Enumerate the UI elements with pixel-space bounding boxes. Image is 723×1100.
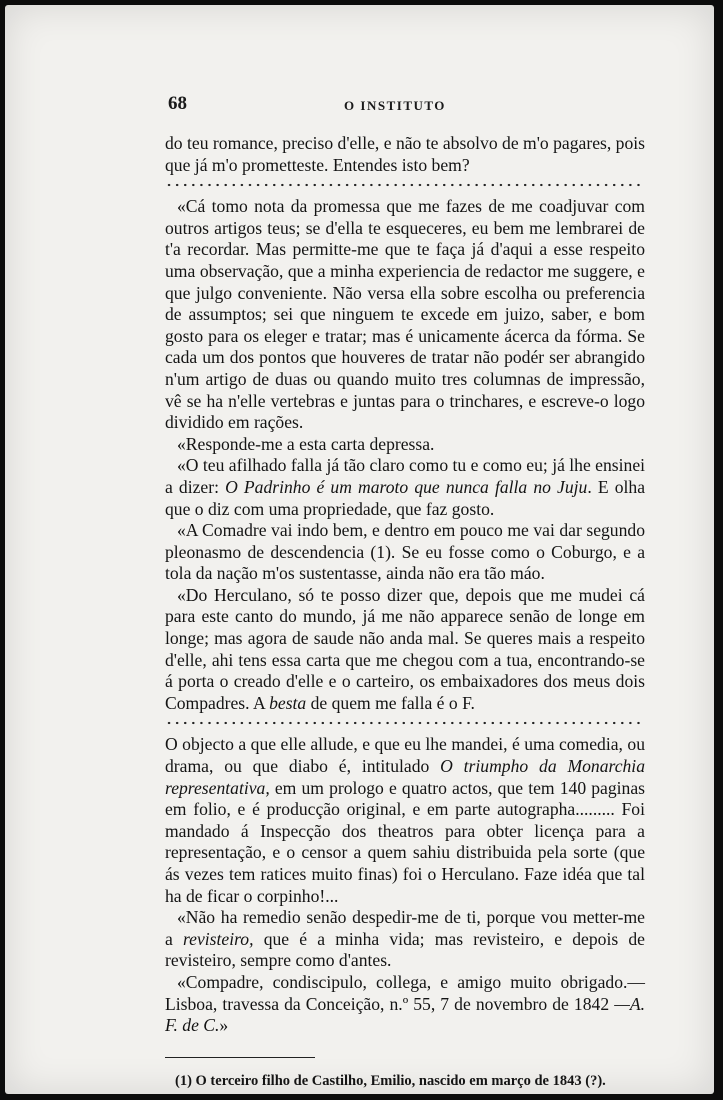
paragraph-8-text-a: «Não ha remedio senão despedir-me de ti, porque vou metter-me a <box>165 907 645 949</box>
page-header <box>160 93 630 116</box>
paragraph-7-italic: O triumpho da Monarchia representativa, <box>165 756 645 798</box>
paragraph-7-text-c: em um prologo e quatro actos, que tem 140 paginas em folio, e é producção original, e em parte autographa......... Foi mandado á Inspecção dos theatros para obter licença para a representação, e o censor a quem sahiu distribuida pela sorte (que ás vezes tem ratices muito finas) foi o Herculano. Faze idéa que tal ha de ficar o corpinho!... <box>165 777 645 906</box>
paragraph-9 <box>165 972 645 1037</box>
paragraph-8-italic: revisteiro, <box>182 928 254 949</box>
footnote-rule <box>165 1057 315 1058</box>
paragraph-4-text-c: . E olha que o diz com uma propriedade, que faz gosto. <box>165 476 646 519</box>
paragraph-4 <box>165 455 645 520</box>
paragraph-8-text-c: que é a minha vida; mas revisteiro, e depois de revisteiro, sempre como d'antes. <box>165 928 645 971</box>
page-number: 68 <box>168 93 187 114</box>
body-text <box>165 133 645 1090</box>
paragraph-8 <box>165 907 645 972</box>
ellipsis-dot-line <box>165 178 645 192</box>
ellipsis-dot-line <box>165 716 645 730</box>
paragraph-6-text-c: de quem me falla é o F. <box>306 692 475 713</box>
paragraph-3: «Responde-me a esta carta depressa. <box>177 433 435 454</box>
paragraph-5: «A Comadre vai indo bem, e dentro em pouco me vai dar segundo pleonasmo de descendencia (1). Se eu fosse como o Coburgo, e a tola da nação m'os sustentasse, ainda não era tão máo. <box>165 520 645 584</box>
paragraph-6-italic: besta <box>269 692 307 713</box>
paragraph-2: «Cá tomo nota da promessa que me fazes de me coadjuvar com outros artigos teus; se d'ella te esqueceres, eu bem me lembrarei de t'a recordar. Mas permitte-me que te faça já d'aqui a esse respeito uma observação, que a minha experiencia de redactor me suggere, e que julgo conveniente. Não versa ella sobre escolha ou preferencia de assumptos; sei que ninguem te excede em juizo, saber, e bom gosto para os eleger e tratar; mas é unicamente ácerca da fórma. Se cada um dos pontos que houveres de tratar não podér ser abrangido n'um artigo de duas ou quando muito tres columnas de impressão, vê se ha n'elle vertebras e juntas para o trinchares, e escreve-o logo dividido em rações. <box>165 196 645 433</box>
paragraph-9-text-a: «Compadre, condiscipulo, collega, e amigo muito obrigado.— Lisboa, travessa da Conceição, n.º 55, 7 de novembro de 1842 <box>165 971 645 1014</box>
paragraph-6-text-a: «Do Herculano, só te posso dizer que, depois que me mudei cá para este canto do mundo, já me não apparece senão de longe em longe; mas agora de saude não anda mal. Se queres mais a respeito d'elle, ahi tens essa carta que me chegou com a tua, encontrando-se á porta o creado d'elle e o carteiro, os embaixadores dos meus dois Compadres. A <box>165 584 645 713</box>
document-page <box>5 5 714 1094</box>
paragraph-4-text-a: «O teu afilhado falla já tão claro como tu e como eu; já lhe ensinei a dizer: <box>165 455 646 497</box>
paragraph-4-italic: O Padrinho é um maroto que nunca falla no Juju <box>225 476 588 497</box>
running-title: O INSTITUTO <box>344 98 446 113</box>
footnote: (1) O terceiro filho de Castilho, Emilio, nascido em março de 1843 (?). <box>175 1072 606 1089</box>
paragraph-1: do teu romance, preciso d'elle, e não te absolvo de m'o pagares, pois que já m'o prometteste. Entendes isto bem? <box>165 133 645 175</box>
paragraph-7 <box>165 734 645 907</box>
paragraph-7-text-a: O objecto a que elle allude, e que eu lhe mandei, é uma comedia, ou drama, ou que diabo é, intitulado <box>165 734 645 777</box>
paragraph-9-italic-signature: —A. F. de C. <box>165 993 645 1036</box>
paragraph-6 <box>165 585 645 715</box>
paragraph-9-text-c: » <box>219 1015 229 1036</box>
